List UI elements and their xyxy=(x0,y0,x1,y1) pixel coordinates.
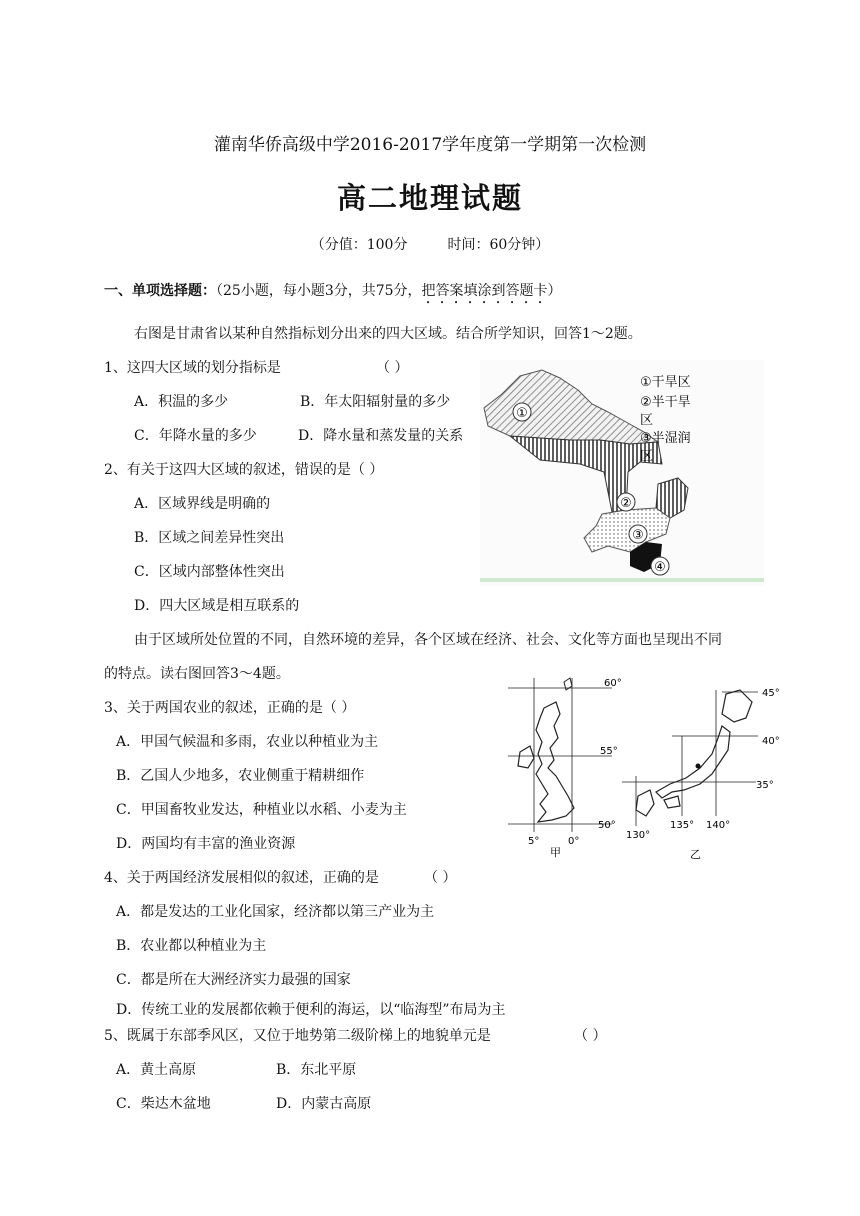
q4-answer-paren: （ ） xyxy=(424,870,457,886)
section-note-emphasis: 把答案填涂到答题卡 xyxy=(421,283,548,299)
map-jia-label: 甲 xyxy=(550,846,561,859)
lat-40-label: 40° xyxy=(762,736,780,747)
legend-semi-humid-cont: 区 xyxy=(640,449,654,464)
region-3-label: ③ xyxy=(632,528,644,543)
section-note-pre: （25小题，每小题3分，共75分， xyxy=(216,283,422,299)
map-jia-britain xyxy=(508,672,632,862)
q3-option-c: C．甲国畜牧业发达，种植业以水稻、小麦为主 xyxy=(116,802,407,818)
q2-option-b: B．区域之间差异性突出 xyxy=(134,530,285,546)
region-4-label: ④ xyxy=(654,560,666,575)
legend-semi-humid: ③半湿润 xyxy=(640,431,691,446)
q5-option-b: B．东北平原 xyxy=(276,1062,357,1078)
q1-stem: 1、这四大区域的划分指标是 xyxy=(104,360,281,376)
section-note-post: ） xyxy=(547,283,562,299)
intro-q3-4-line1: 由于区域所处位置的不同，自然环境的差异，各个区域在经济、社会、文化等方面也呈现出不同 xyxy=(134,632,722,648)
legend-arid: ①干旱区 xyxy=(640,375,691,390)
q1-answer-paren: （ ） xyxy=(376,360,409,376)
lat-55-label: 55° xyxy=(600,746,618,757)
region-2-label: ② xyxy=(620,496,632,511)
legend-semi-arid-cont: 区 xyxy=(640,413,654,428)
map-bottom-border xyxy=(480,578,764,582)
map-yi-label: 乙 xyxy=(690,848,701,861)
intro-q3-4-line2: 的特点。读右图回答3～4题。 xyxy=(104,666,290,682)
britain-coastline xyxy=(536,702,574,822)
honshu-coastline xyxy=(656,726,730,798)
q1-option-c: C．年降水量的多少 xyxy=(134,428,257,444)
lat-45-label: 45° xyxy=(762,688,780,699)
ireland-coastline xyxy=(518,746,534,768)
q1-option-b: B．年太阳辐射量的多少 xyxy=(300,394,451,410)
q4-option-d: D．传统工业的发展都依赖于便利的海运，以“临海型”布局为主 xyxy=(116,1002,506,1018)
score-value: （分值：100分 xyxy=(310,237,408,253)
lon-135-label: 135° xyxy=(670,820,695,831)
q4-option-b: B．农业都以种植业为主 xyxy=(116,938,267,954)
lat-60-label: 60° xyxy=(604,678,622,689)
q3-stem: 3、关于两国农业的叙述，正确的是（ ） xyxy=(104,700,356,716)
lon-140-label: 140° xyxy=(706,820,731,831)
lon-130-label: 130° xyxy=(626,830,651,841)
q1-option-a: A．积温的多少 xyxy=(134,394,229,410)
score-time-line xyxy=(0,234,860,254)
q5-answer-paren: （ ） xyxy=(574,1028,607,1044)
page-title: 高二地理试题 xyxy=(336,181,523,215)
q2-option-c: C．区域内部整体性突出 xyxy=(134,564,285,580)
time-value: 时间：60分钟） xyxy=(447,237,550,253)
lon-0-label: 0° xyxy=(568,836,580,847)
q3-option-d: D．两国均有丰富的渔业资源 xyxy=(116,836,296,852)
map-yi-japan xyxy=(622,680,784,866)
section-heading xyxy=(104,280,562,307)
kyushu-coastline xyxy=(636,790,654,816)
q1-option-d: D．降水量和蒸发量的关系 xyxy=(298,428,464,444)
q2-option-d: D．四大区域是相互联系的 xyxy=(134,598,300,614)
q5-option-d: D．内蒙古高原 xyxy=(276,1096,372,1112)
q3-option-b: B．乙国人少地多，农业侧重于精耕细作 xyxy=(116,768,365,784)
gansu-region-map xyxy=(480,360,764,586)
hokkaido-coastline xyxy=(722,690,752,722)
q5-stem: 5、既属于东部季风区，又位于地势第二级阶梯上的地貌单元是 xyxy=(104,1028,491,1044)
legend-semi-arid: ②半干旱 xyxy=(640,395,691,410)
section-label: 一、单项选择题： xyxy=(104,283,216,299)
q3-option-a: A．甲国气候温和多雨，农业以种植业为主 xyxy=(116,734,379,750)
intro-q1-2: 右图是甘肃省以某种自然指标划分出来的四大区域。结合所学知识，回答1～2题。 xyxy=(134,326,642,342)
q4-option-c: C．都是所在大洲经济实力最强的国家 xyxy=(116,972,351,988)
school-name: 灌南华侨高级中学2016-2017学年度第一学期第一次检测 xyxy=(213,135,647,155)
q2-stem: 2、有关于这四大区域的叙述，错误的是（ ） xyxy=(104,462,384,478)
city-dot xyxy=(696,764,701,769)
q5-option-a: A．黄土高原 xyxy=(116,1062,197,1078)
region-1-label: ① xyxy=(516,406,528,421)
q4-stem: 4、关于两国经济发展相似的叙述，正确的是 xyxy=(104,870,379,886)
shikoku-coastline xyxy=(664,796,680,808)
lat-35-label: 35° xyxy=(756,780,774,791)
lon-5-label: 5° xyxy=(528,836,540,847)
q4-option-a: A．都是发达的工业化国家，经济都以第三产业为主 xyxy=(116,904,435,920)
q2-option-a: A．区域界线是明确的 xyxy=(134,496,271,512)
q5-option-c: C．柴达木盆地 xyxy=(116,1096,211,1112)
lat-50-label: 50° xyxy=(598,820,616,831)
